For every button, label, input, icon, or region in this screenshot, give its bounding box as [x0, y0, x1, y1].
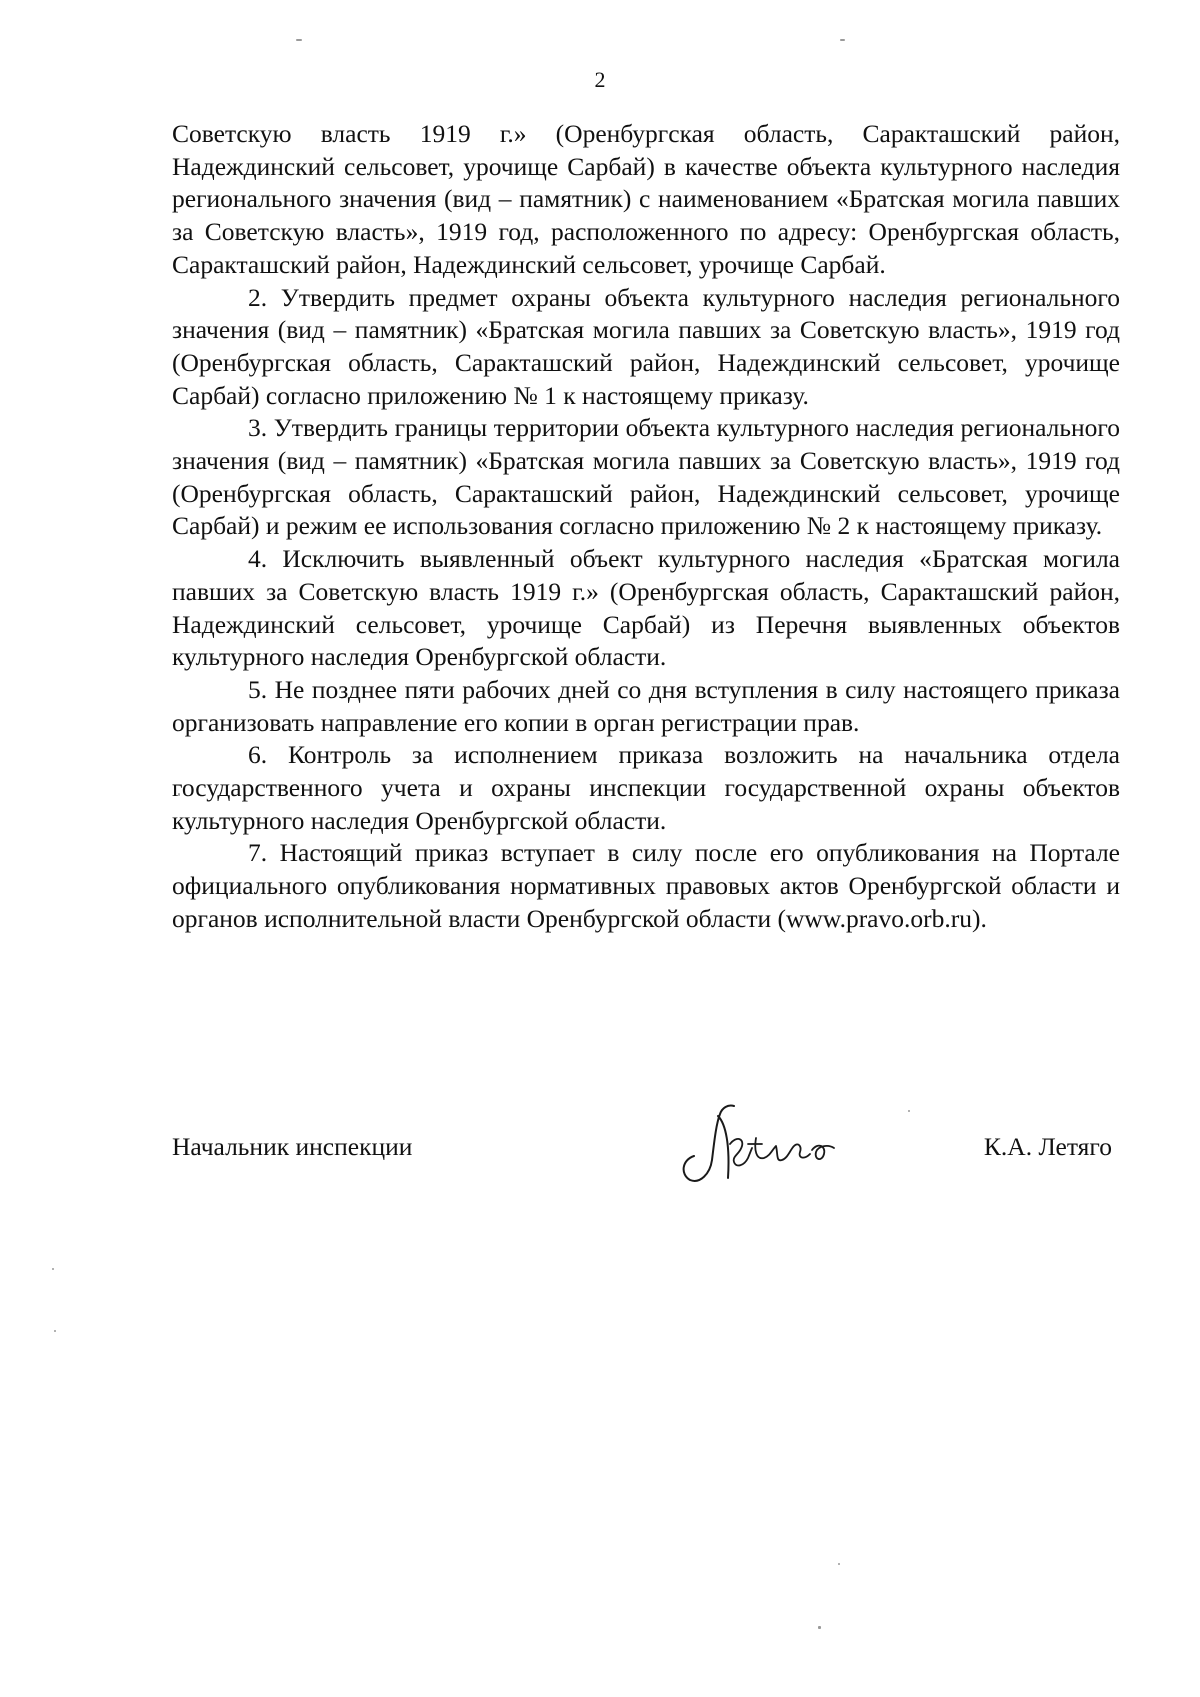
- scan-speck: [818, 1626, 821, 1629]
- page-number: 2: [594, 67, 606, 92]
- scan-speck: [840, 39, 845, 41]
- scan-speck: [52, 1268, 54, 1270]
- scan-speck: [908, 1110, 910, 1112]
- signatory-name: К.А. Летяго: [983, 1132, 1112, 1161]
- paragraph-item-7: 7. Настоящий приказ вступает в силу после его опубликования на Портале официального опубликования нормативных правовых актов Оренбургской области и органов исполнительной власти Оренбургской области (www.pravo.orb.ru).: [172, 838, 1120, 933]
- scan-speck: [838, 1563, 840, 1565]
- paragraph-item-2: 2. Утвердить предмет охраны объекта культурного наследия регионального значения (вид – памятник) «Братская могила павших за Советскую власть», 1919 год (Оренбургская область, Саракташский район, Надеждинский сельсовет, урочище Сарбай) согласно приложению № 1 к настоящему приказу.: [172, 282, 1120, 410]
- scan-speck: [54, 1330, 56, 1332]
- paragraph-item-5: 5. Не позднее пяти рабочих дней со дня вступления в силу настоящего приказа организовать направление его копии в орган регистрации прав.: [172, 674, 1120, 737]
- paragraph-continuation: Советскую власть 1919 г.» (Оренбургская область, Саракташский район, Надеждинский сельсовет, урочище Сарбай) в качестве объекта культурного наследия регионального значения (вид – памятник) с наименованием «Братская могила павших за Советскую власть», 1919 год, расположенного по адресу: Оренбургская область, Саракташский район, Надеждинский сельсовет, урочище Сарбай.: [172, 119, 1120, 279]
- paragraph-item-6: 6. Контроль за исполнением приказа возложить на начальника отдела государственного учета и охраны инспекции государственной охраны объектов культурного наследия Оренбургской области.: [172, 740, 1120, 835]
- handwritten-signature: [672, 1094, 862, 1189]
- paragraph-item-3: 3. Утвердить границы территории объекта культурного наследия регионального значения (вид – памятник) «Братская могила павших за Советскую власть», 1919 год (Оренбургская область, Саракташский район, Надеждинский сельсовет, урочище Сарбай) и режим ее использования согласно приложению № 2 к настоящему приказу.: [172, 413, 1120, 541]
- signature-block: [172, 1122, 1120, 1192]
- paragraph-item-4: 4. Исключить выявленный объект культурного наследия «Братская могила павших за Советскую власть 1919 г.» (Оренбургская область, Саракташский район, Надеждинский сельсовет, урочище Сарбай) из Перечня выявленных объектов культурного наследия Оренбургской области.: [172, 544, 1120, 672]
- signatory-title: Начальник инспекции: [172, 1132, 413, 1161]
- document-body: [172, 118, 1120, 936]
- scan-speck: [296, 39, 302, 41]
